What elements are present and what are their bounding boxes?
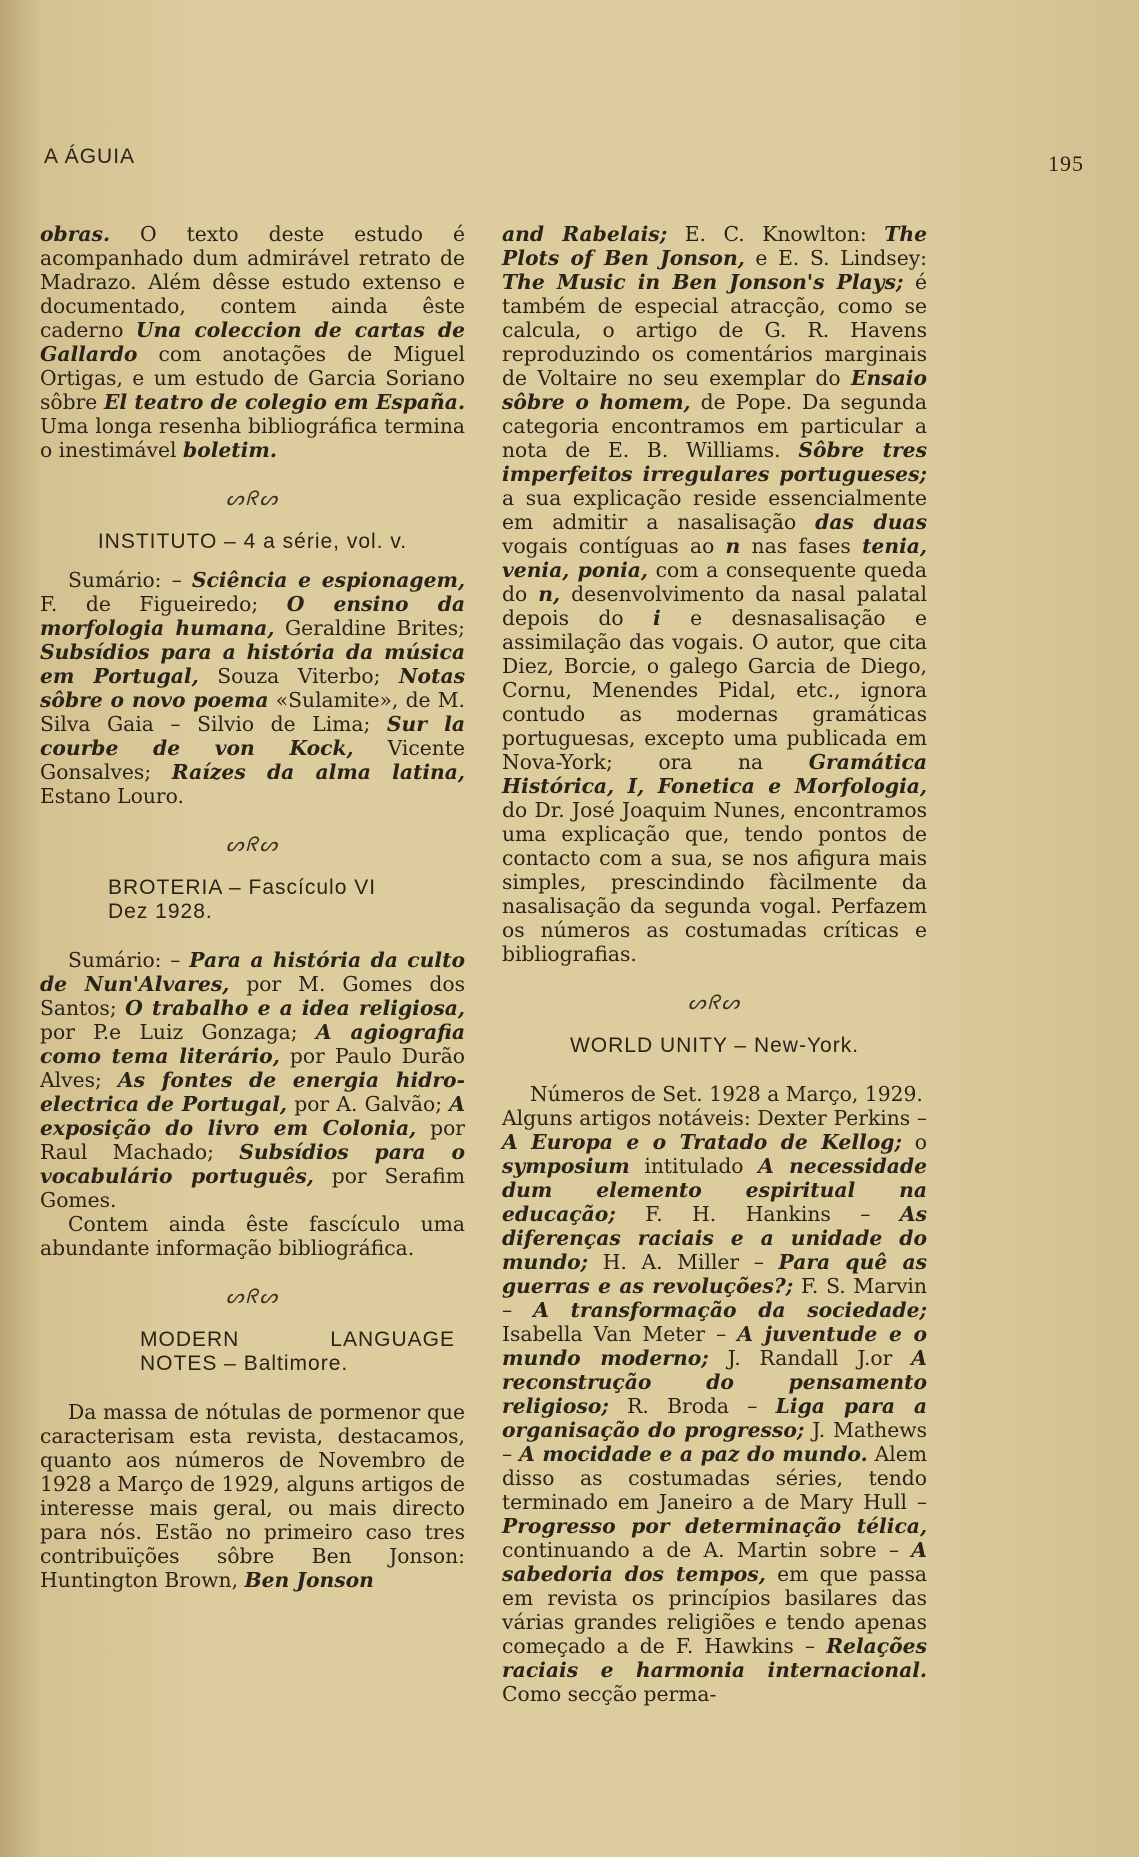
italic-title: Subsídios para o vocabulário português, <box>40 1140 465 1188</box>
text-run: Alem disso as costumadas séries, tendo terminado em Janeiro a de Mary Hull – <box>502 1442 927 1514</box>
italic-title: Relações raciais e harmonia internacional. <box>502 1634 927 1682</box>
text-run: intitulado <box>629 1154 759 1178</box>
italic-title: Para quê as guerras e as revoluções?; <box>502 1250 928 1298</box>
italic-title: As diferenças raciais e a unidade do mundo; <box>502 1202 927 1274</box>
text-run: Isabella Van Meter – <box>502 1322 738 1346</box>
text-run: F. S. Marvin – <box>502 1274 927 1322</box>
text-run: continuando a de A. Martin sobre – <box>502 1538 912 1562</box>
mln-paragraph-continued <box>502 222 927 966</box>
text-run: por Raul Machado; <box>40 1116 465 1164</box>
italic-title: Liga para a organisação do progresso; <box>502 1394 927 1442</box>
italic-title: obras. <box>40 222 111 246</box>
italic-title: Raízes da alma latina, <box>171 760 465 784</box>
italic-title: A agiografia como tema literário, <box>40 1020 465 1068</box>
italic-title: A sabedoria dos tempos, <box>502 1538 927 1586</box>
mln-paragraph <box>40 1400 465 1592</box>
italic-title: The Music in Ben Jonson's Plays; <box>502 270 904 294</box>
journal-title: A ÁGUIA <box>44 145 136 168</box>
broteria-summary <box>40 948 465 1212</box>
text-run: J. Randall J.or <box>708 1346 912 1370</box>
text-run: Sumário: – <box>68 948 190 972</box>
intro-paragraph <box>40 222 465 462</box>
text-run: Uma longa resenha bibliográfica termina o inestimável <box>40 414 465 462</box>
section-ornament: ᔕᖇᔕ <box>225 832 280 856</box>
italic-title: Progresso por determinação télica, <box>502 1514 927 1538</box>
broteria-date: Dez 1928. <box>108 900 213 923</box>
text-run: é também de especial atracção, como se calcula, o artigo de G. R. Havens reproduzindo os comentários marginais de Voltaire no seu exemplar do <box>502 270 927 390</box>
right-column <box>502 222 927 1706</box>
text-run: Geraldine Brites; <box>274 616 465 640</box>
text-run: R. Broda – <box>608 1394 776 1418</box>
section-ornament: ᔕᖇᔕ <box>687 990 742 1014</box>
text-run: Souza Viterbo; <box>198 664 400 688</box>
mln-heading: MODERN LANGUAGE NOTES – Baltimore. <box>140 1328 455 1375</box>
italic-title: Para a história da culto de Nun'Alvares, <box>40 948 465 996</box>
italic-title: tenia, venia, ponia, <box>502 534 927 582</box>
italic-title: A juventude e o mundo moderno; <box>502 1322 927 1370</box>
text-run: «Sulamite», de M. Silva Gaia – Silvio de Lima; <box>40 688 465 736</box>
text-run: Alguns artigos notáveis: Dexter Perkins – <box>502 1106 927 1130</box>
text-run: Sumário: – <box>68 568 192 592</box>
italic-title: A Europa e o Tratado de Kellog; <box>502 1130 902 1154</box>
italic-title: As fontes de energia hidro-electrica de Portugal, <box>40 1068 465 1116</box>
italic-title: Sur la courbe de von Kock, <box>40 712 466 760</box>
text-run: Estano Louro. <box>40 784 184 808</box>
italic-title: The Plots of Ben Jonson, <box>502 222 927 270</box>
text-run: com anotações de Miguel Ortigas, e um estudo de Garcia Soriano sôbre <box>40 342 465 414</box>
italic-title: A mocidade e a paz do mundo. <box>519 1442 868 1466</box>
section-ornament: ᔕᖇᔕ <box>225 486 280 510</box>
text-run: vogais contíguas ao <box>502 534 726 558</box>
text-run: de Pope. Da segunda categoria encontramos em particular a nota de E. B. Williams. <box>502 390 927 462</box>
text-run: H. A. Miller – <box>588 1250 779 1274</box>
instituto-summary <box>40 568 465 808</box>
instituto-heading: INSTITUTO – 4 a série, vol. v. <box>97 530 408 553</box>
italic-title: O ensino da morfologia humana, <box>40 592 466 640</box>
italic-title: A reconstrução do pensamento religioso; <box>502 1346 927 1418</box>
text-run: e E. S. Lindsey: <box>744 246 927 270</box>
italic-title: boletim. <box>182 438 277 462</box>
italic-title: symposium <box>502 1154 630 1178</box>
page-number: 195 <box>1048 151 1084 176</box>
world-unity-heading: WORLD UNITY – New-York. <box>569 1034 860 1057</box>
text-run: Vicente Gonsalves; <box>40 736 465 784</box>
broteria-heading: BROTERIA – Fascículo VI <box>108 876 377 899</box>
text-run: F. de Figueiredo; <box>40 592 287 616</box>
text-run: F. H. Hankins – <box>615 1202 900 1226</box>
italic-title: Una coleccion de cartas de Gallardo <box>40 318 465 366</box>
text-run: por Paulo Durão Alves; <box>40 1044 465 1092</box>
text-run: por P.e Luiz Gonzaga; <box>40 1020 316 1044</box>
text-run: o <box>901 1130 927 1154</box>
text-run: Como secção perma- <box>502 1682 717 1706</box>
italic-title: O trabalho e a idea religiosa, <box>125 996 465 1020</box>
italic-title: Ben Jonson <box>244 1568 374 1592</box>
broteria-note: Contem ainda êste fascículo uma abundante informação bibliográfica. <box>40 1212 465 1260</box>
italic-title: das duas <box>815 510 927 534</box>
italic-title: n, <box>538 582 561 606</box>
italic-title: Subsídios para a história da música em Portugal, <box>40 640 465 688</box>
running-head <box>44 145 1084 175</box>
italic-title: i <box>653 606 661 630</box>
text-run: e desnasalisação e assimilação das vogais. O autor, que cita Diez, Borcie, o galego Garcia de Diego, Cornu, Menendes Pidal, etc., ignora contudo as modernas gramáticas portuguesas, excepto uma publicada em Nova-York; ora na <box>502 606 927 774</box>
text-run: desenvolvimento da nasal palatal depois do <box>502 582 927 630</box>
section-ornament: ᔕᖇᔕ <box>225 1284 280 1308</box>
italic-title: Gramática Histórica, I, Fonetica e Morfologia, <box>502 750 927 798</box>
text-run: a sua explicação reside essencialmente em admitir a nasalisação <box>502 486 927 534</box>
italic-title: Ensaio sôbre o homem, <box>502 366 927 414</box>
italic-title: Notas sôbre o novo poema <box>40 664 466 712</box>
text-run: nas fases <box>740 534 863 558</box>
world-unity-paragraph <box>502 1106 927 1706</box>
left-column <box>40 222 465 1592</box>
italic-title: A transformação da sociedade; <box>533 1298 927 1322</box>
text-run: por Serafim Gomes. <box>40 1164 465 1212</box>
italic-title: Sciência e espionagem, <box>191 568 465 592</box>
italic-title: Sôbre tres imperfeitos irregulares portugueses; <box>502 438 927 486</box>
text-run: O texto deste estudo é acompanhado dum admirável retrato de Madrazo. Além dêsse estudo extenso e documentado, contem ainda êste caderno <box>40 222 465 342</box>
text-run: por M. Gomes dos Santos; <box>40 972 465 1020</box>
text-run: com a consequente queda do <box>502 558 928 606</box>
text-run: E. C. Knowlton: <box>667 222 885 246</box>
italic-title: A exposição do livro em Colonia, <box>40 1092 466 1140</box>
world-unity-dates: Números de Set. 1928 a Março, 1929. <box>530 1082 923 1106</box>
text-run: Da massa de nótulas de pormenor que caracterisam esta revista, destacamos, quanto aos números de Novembro de 1928 a Março de 1929, alguns artigos de interesse mais geral, ou mais directo para nós. Estão no primeiro caso tres contribuïções sôbre Ben Jonson: Huntington Brown, <box>40 1400 465 1592</box>
italic-title: n <box>725 534 741 558</box>
text-run: por A. Galvão; <box>287 1092 450 1116</box>
text-run: em que passa em revista os princípios basilares das várias grandes religiões e tendo apenas começado a de F. Hawkins – <box>502 1562 927 1658</box>
text-run: J. Mathews – <box>502 1418 927 1466</box>
italic-title: and Rabelais; <box>502 222 668 246</box>
text-run: do Dr. José Joaquim Nunes, encontramos uma explicação que, tendo pontos de contacto com a sua, se nos afigura mais simples, prescindindo fàcilmente da nasalisação da segunda vogal. Perfazem os números as costumadas críticas e bibliografias. <box>502 798 927 966</box>
italic-title: El teatro de colegio em España. <box>103 390 466 414</box>
italic-title: A necessidade dum elemento espiritual na educação; <box>502 1154 927 1226</box>
